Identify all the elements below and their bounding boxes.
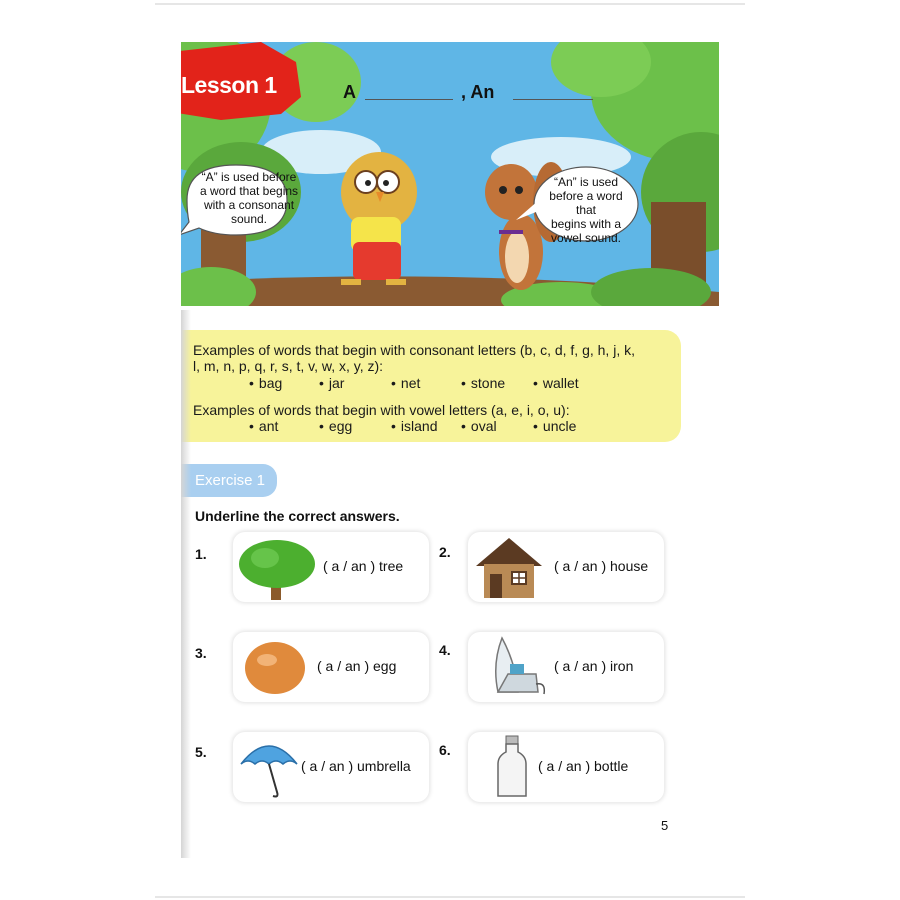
- answer-choice[interactable]: ( a / an ) house: [554, 558, 649, 574]
- consonant-word: • wallet: [533, 375, 579, 391]
- item-number: 6.: [439, 742, 451, 758]
- vowel-word: • island: [391, 418, 438, 434]
- exercise-card-4: [468, 632, 664, 702]
- bubble-line: begins with a: [550, 217, 622, 231]
- bubble-line: vowel sound.: [550, 231, 622, 245]
- answer-choice[interactable]: ( a / an ) egg: [317, 658, 397, 674]
- bubble-line: “A” is used before: [201, 170, 297, 184]
- consonant-word: • stone: [461, 375, 506, 391]
- item-number: 4.: [439, 642, 451, 658]
- top-border: [155, 3, 745, 5]
- page-number: 5: [661, 818, 669, 833]
- answer-choice[interactable]: ( a / an ) umbrella: [301, 758, 411, 774]
- answer-choice[interactable]: ( a / an ) tree: [323, 558, 404, 574]
- vowel-word: • egg: [319, 418, 353, 434]
- answer-choice[interactable]: ( a / an ) iron: [554, 658, 634, 674]
- bottom-border: [155, 896, 745, 898]
- heading-a: A: [343, 82, 356, 102]
- item-number: 1.: [195, 546, 207, 562]
- workbook-page: [181, 42, 719, 858]
- vowel-intro-line: Examples of words that begin with vowel letters (a, e, i, o, u):: [193, 402, 570, 418]
- tree-icon: [237, 536, 317, 602]
- consonant-word: • net: [391, 375, 421, 391]
- item-number: 5.: [195, 744, 207, 760]
- bubble-line: with a consonant: [203, 198, 295, 212]
- blank-line-an: [513, 99, 593, 100]
- bubble-line: before a word that: [549, 189, 623, 217]
- vowel-word: • oval: [461, 418, 497, 434]
- consonant-word: • jar: [319, 375, 345, 391]
- exercise-card-5: [233, 732, 429, 802]
- exercise-card-2: [468, 532, 664, 602]
- house-icon: [474, 534, 544, 600]
- examples-box: [181, 330, 681, 442]
- exercise-card-3: [233, 632, 429, 702]
- item-number: 2.: [439, 544, 451, 560]
- bubble-line: a word that begins: [199, 184, 299, 198]
- egg-icon: [241, 638, 309, 698]
- vowel-word: • uncle: [533, 418, 577, 434]
- blank-line-a: [365, 99, 453, 100]
- bubble-line: “An” is used: [553, 175, 619, 189]
- iron-icon: [488, 634, 548, 698]
- lesson-banner: [181, 42, 719, 306]
- consonant-intro-line-2: l, m, n, p, q, r, s, t, v, w, x, y, z):: [193, 358, 384, 374]
- page-gutter-shadow: [181, 310, 191, 858]
- bubble-line: sound.: [230, 212, 268, 226]
- owl-speech-bubble: [195, 170, 303, 226]
- umbrella-icon: [237, 734, 301, 800]
- exercise-card-6: [468, 732, 664, 802]
- bottle-icon: [494, 734, 530, 800]
- consonant-word: • bag: [249, 375, 283, 391]
- answer-choice[interactable]: ( a / an ) bottle: [538, 758, 629, 774]
- squirrel-speech-bubble: [540, 175, 632, 245]
- vowel-word: • ant: [249, 418, 279, 434]
- exercise-tab: Exercise 1: [181, 464, 277, 497]
- item-number: 3.: [195, 645, 207, 661]
- heading-an: , An: [461, 82, 495, 102]
- consonant-intro-line-1: Examples of words that begin with consonant letters (b, c, d, f, g, h, j, k,: [193, 342, 635, 358]
- lesson-title: Lesson 1: [181, 72, 277, 98]
- exercise-instruction: Underline the correct answers.: [195, 508, 400, 524]
- exercise-card-1: [233, 532, 429, 602]
